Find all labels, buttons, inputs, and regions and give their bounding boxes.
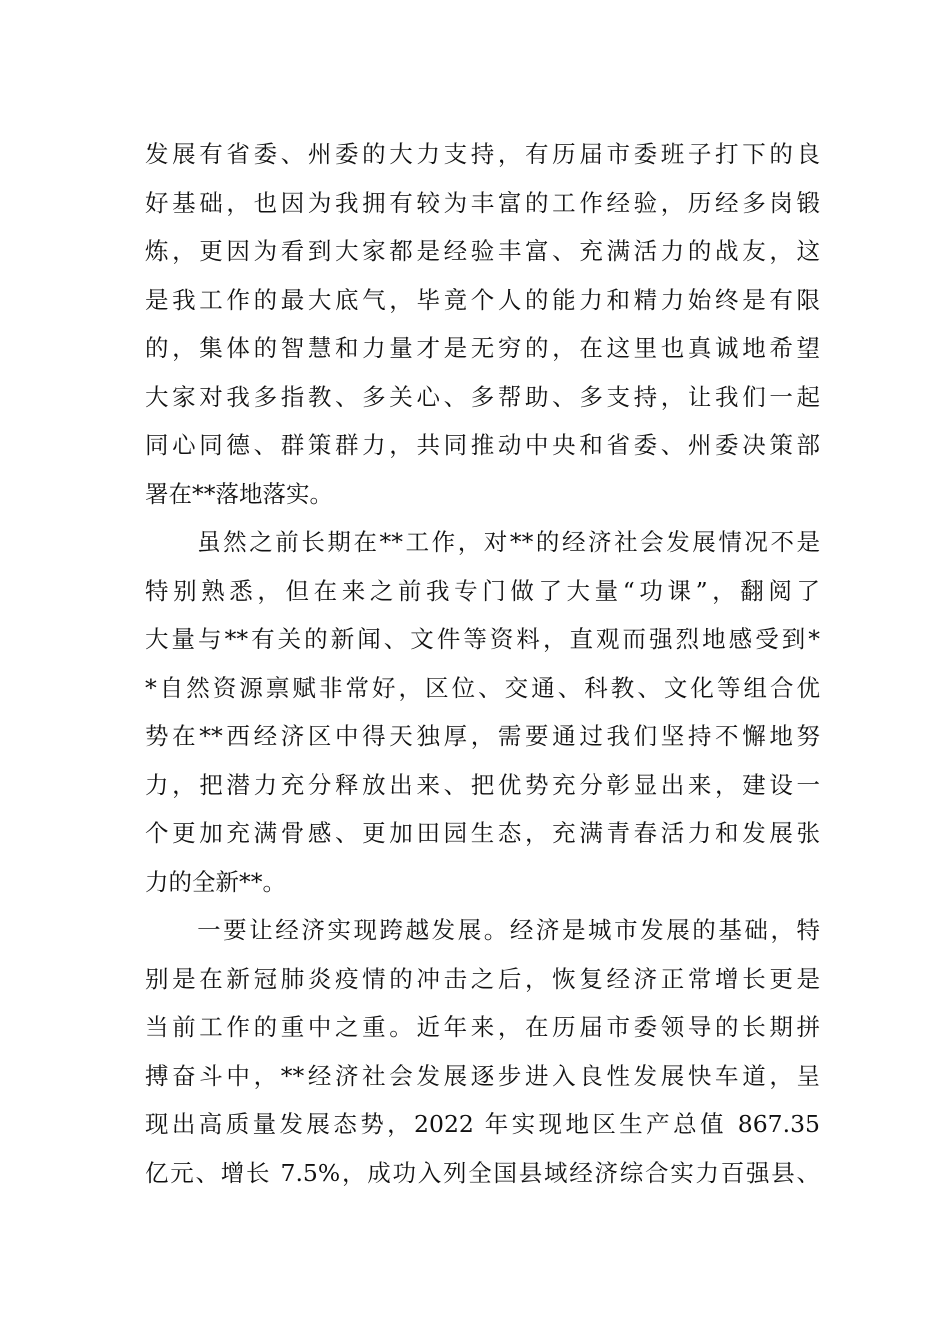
text-line: 炼，更因为看到大家都是经验丰富、充满活力的战友，这 bbox=[145, 237, 820, 265]
text-line: 亿元、增长 7.5%，成功入列全国县域经济综合实力百强县、 bbox=[145, 1158, 820, 1187]
text-line: 别是在新冠肺炎疫情的冲击之后，恢复经济正常增长更是 bbox=[145, 964, 820, 993]
paragraph bbox=[145, 518, 820, 906]
text-line: 同心同德、群策群力，共同推动中央和省委、州委决策部 bbox=[145, 431, 820, 459]
text-line: *自然资源禀赋非常好，区位、交通、科教、文化等组合优 bbox=[145, 673, 820, 702]
text-line: 署在**落地落实。 bbox=[145, 479, 333, 508]
text-line: 搏奋斗中，**经济社会发展逐步进入良性发展快车道，呈 bbox=[145, 1061, 820, 1090]
document-body bbox=[145, 130, 820, 1197]
text-line: 一要让经济实现跨越发展。经济是城市发展的基础，特 bbox=[145, 916, 820, 944]
text-line: 大家对我多指教、多关心、多帮助、多支持，让我们一起 bbox=[145, 382, 820, 411]
text-line: 力的全新**。 bbox=[145, 867, 286, 896]
text-line: 好基础，也因为我拥有较为丰富的工作经验，历经多岗锻 bbox=[145, 188, 820, 217]
text-line: 特别熟悉，但在来之前我专门做了大量“功课”，翻阅了 bbox=[145, 576, 820, 605]
text-line: 的，集体的智慧和力量才是无穷的，在这里也真诚地希望 bbox=[145, 334, 820, 362]
text-line: 势在**西经济区中得天独厚，需要通过我们坚持不懈地努 bbox=[145, 722, 820, 750]
paragraph bbox=[145, 906, 820, 1197]
text-line: 是我工作的最大底气，毕竟个人的能力和精力始终是有限 bbox=[145, 285, 820, 314]
text-line: 虽然之前长期在**工作，对**的经济社会发展情况不是 bbox=[145, 528, 820, 556]
text-line: 个更加充满骨感、更加田园生态，充满青春活力和发展张 bbox=[145, 819, 820, 847]
text-line: 力，把潜力充分释放出来、把优势充分彰显出来，建设一 bbox=[145, 770, 820, 799]
text-line: 大量与**有关的新闻、文件等资料，直观而强烈地感受到* bbox=[145, 625, 820, 653]
text-line: 现出高质量发展态势，2022 年实现地区生产总值 867.35 bbox=[145, 1110, 820, 1138]
text-line: 发展有省委、州委的大力支持，有历届市委班子打下的良 bbox=[145, 140, 820, 168]
paragraph bbox=[145, 130, 820, 518]
text-line: 当前工作的重中之重。近年来，在历届市委领导的长期拼 bbox=[145, 1013, 820, 1041]
